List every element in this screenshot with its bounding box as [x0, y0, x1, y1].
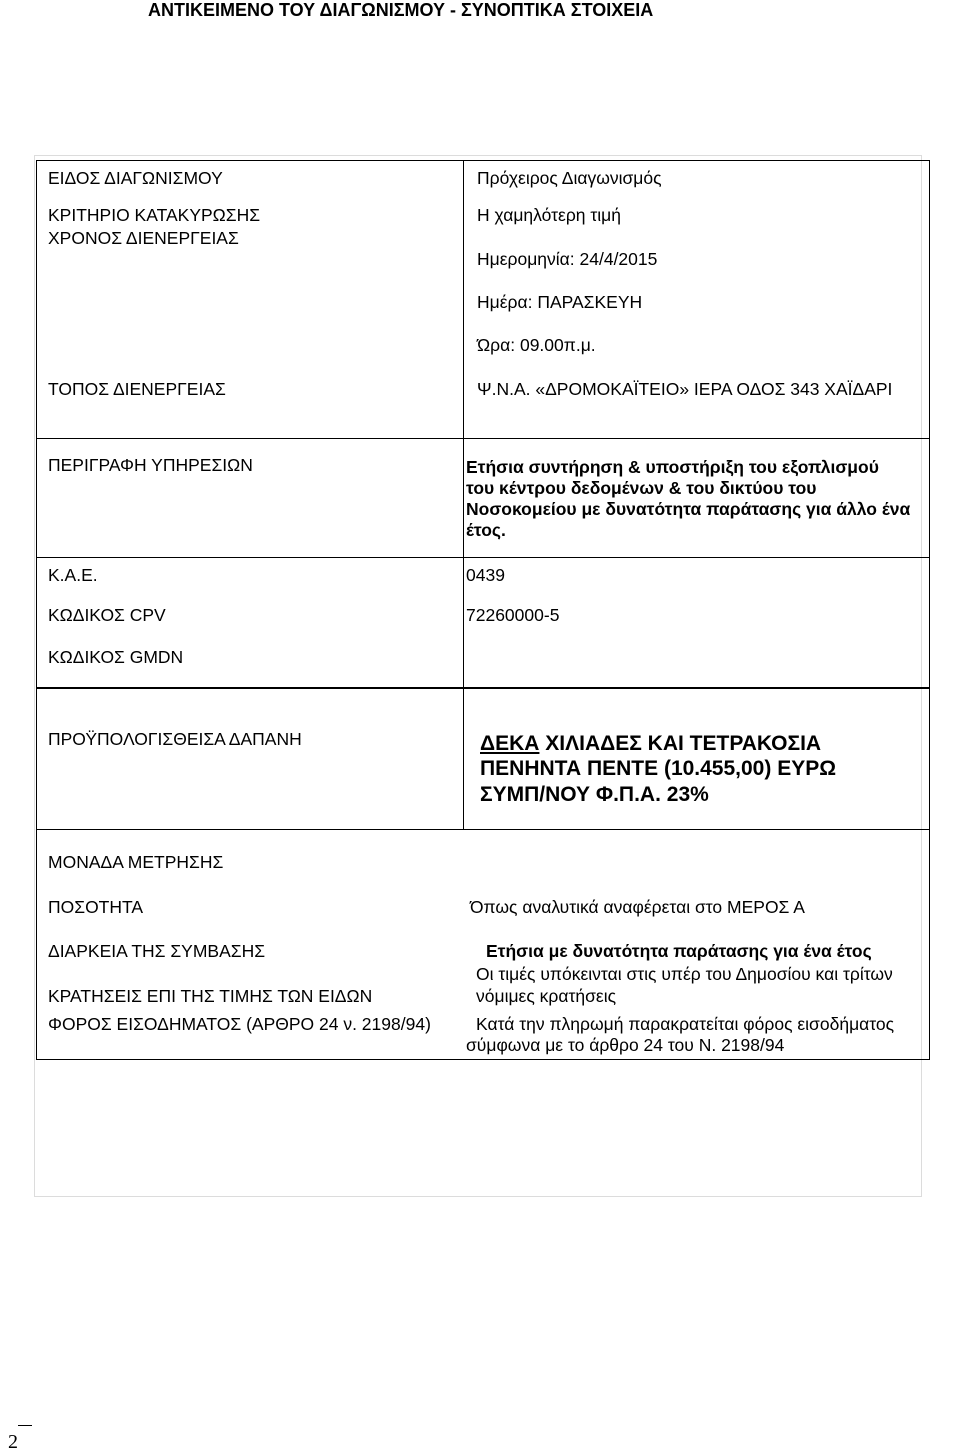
- foros-value-line-2: σύμφωνα με το άρθρο 24 του Ν. 2198/94: [466, 1035, 785, 1055]
- perigrafi-line-2: του κέντρου δεδομένων & του δικτύου του: [466, 478, 817, 498]
- day-value: Ημέρα: ΠΑΡΑΣΚΕΥΗ: [477, 292, 643, 312]
- time-value: Ώρα: 09.00π.μ.: [477, 335, 596, 355]
- page-heading: ΑΝΤΙΚΕΙΜΕΝΟ ΤΟΥ ΔΙΑΓΩΝΙΣΜΟΥ - ΣΥΝΟΠΤΙΚΑ ΣΤΟΙΧΕΙΑ: [148, 0, 654, 20]
- diarkeia-value: Ετήσια με δυνατότητα παράτασης για ένα έτος: [486, 941, 872, 961]
- foros-value-line-1: Κατά την πληρωμή παρακρατείται φόρος εισοδήματος: [476, 1014, 895, 1034]
- margin-mark: [18, 1425, 32, 1426]
- monada-label: ΜΟΝΑΔΑ ΜΕΤΡΗΣΗΣ: [48, 852, 224, 872]
- topos-value: Ψ.Ν.Α. «ΔΡΟΜΟΚΑΪΤΕΙΟ» ΙΕΡΑ ΟΔΟΣ 343 ΧΑΪΔΑΡΙ: [477, 379, 893, 399]
- gmdn-label: ΚΩΔΙΚΟΣ GMDN: [48, 647, 184, 667]
- date-value: Ημερομηνία: 24/4/2015: [477, 249, 658, 269]
- eidos-value: Πρόχειρος Διαγωνισμός: [477, 168, 662, 188]
- kritirio-label: ΚΡΙΤΗΡΙΟ ΚΑΤΑΚΥΡΩΣΗΣ: [48, 205, 261, 225]
- bottom-table-divider: [463, 688, 464, 830]
- kratiseis-value-line-2: νόμιμες κρατήσεις: [476, 986, 617, 1006]
- kritirio-value: Η χαμηλότερη τιμή: [477, 205, 621, 225]
- dapani-label: ΠΡΟΫΠΟΛΟΓΙΣΘΕΙΣΑ ΔΑΠΑΝΗ: [48, 729, 302, 749]
- row-divider-perigrafi: [36, 438, 930, 439]
- posotita-value: Όπως αναλυτικά αναφέρεται στο ΜΕΡΟΣ Α: [470, 897, 805, 917]
- dapani-line-3: ΣΥΜΠ/ΝΟΥ Φ.Π.Α. 23%: [480, 783, 709, 806]
- kae-label: Κ.Α.Ε.: [48, 565, 98, 585]
- topos-label: ΤΟΠΟΣ ΔΙΕΝΕΡΓΕΙΑΣ: [48, 379, 226, 399]
- kratiseis-value-line-1: Οι τιμές υπόκεινται στις υπέρ του Δημοσίου και τρίτων: [476, 964, 893, 984]
- eidos-label: ΕΙΔΟΣ ΔΙΑΓΩΝΙΣΜΟΥ: [48, 168, 223, 188]
- cpv-value: 72260000-5: [466, 605, 560, 625]
- row-divider-kae: [36, 557, 930, 558]
- dapani-line-1: [480, 731, 821, 757]
- xronos-label: ΧΡΟΝΟΣ ΔΙΕΝΕΡΓΕΙΑΣ: [48, 228, 239, 248]
- perigrafi-label: ΠΕΡΙΓΡΑΦΗ ΥΠΗΡΕΣΙΩΝ: [48, 455, 253, 475]
- row-divider-monada: [36, 829, 930, 830]
- perigrafi-line-1: Ετήσια συντήρηση & υποστήριξη του εξοπλισμού: [466, 457, 879, 477]
- perigrafi-line-4: έτος.: [466, 520, 506, 540]
- posotita-label: ΠΟΣΟΤΗΤΑ: [48, 897, 144, 917]
- dapani-line-2: ΠΕΝΗΝΤΑ ΠΕΝΤΕ (10.455,00) ΕΥΡΩ: [480, 757, 837, 780]
- dapani-underlined-word: ΔΕΚΑ: [480, 732, 540, 755]
- cpv-label: ΚΩΔΙΚΟΣ CPV: [48, 605, 166, 625]
- diarkeia-label: ΔΙΑΡΚΕΙΑ ΤΗΣ ΣΥΜΒΑΣΗΣ: [48, 941, 266, 961]
- dapani-line-1-rest: ΧΙΛΙΑΔΕΣ ΚΑΙ ΤΕΤΡΑΚΟΣΙΑ: [539, 732, 822, 755]
- perigrafi-line-3: Νοσοκομείου με δυνατότητα παράτασης για άλλο ένα: [466, 499, 911, 519]
- kae-value: 0439: [466, 565, 505, 585]
- page-number: 2: [8, 1431, 18, 1453]
- top-table-divider: [463, 160, 464, 688]
- foros-label: ΦΟΡΟΣ ΕΙΣΟΔΗΜΑΤΟΣ (ΑΡΘΡΟ 24 ν. 2198/94): [48, 1014, 431, 1034]
- kratiseis-label: ΚΡΑΤΗΣΕΙΣ ΕΠΙ ΤΗΣ ΤΙΜΗΣ ΤΩΝ ΕΙΔΩΝ: [48, 986, 373, 1006]
